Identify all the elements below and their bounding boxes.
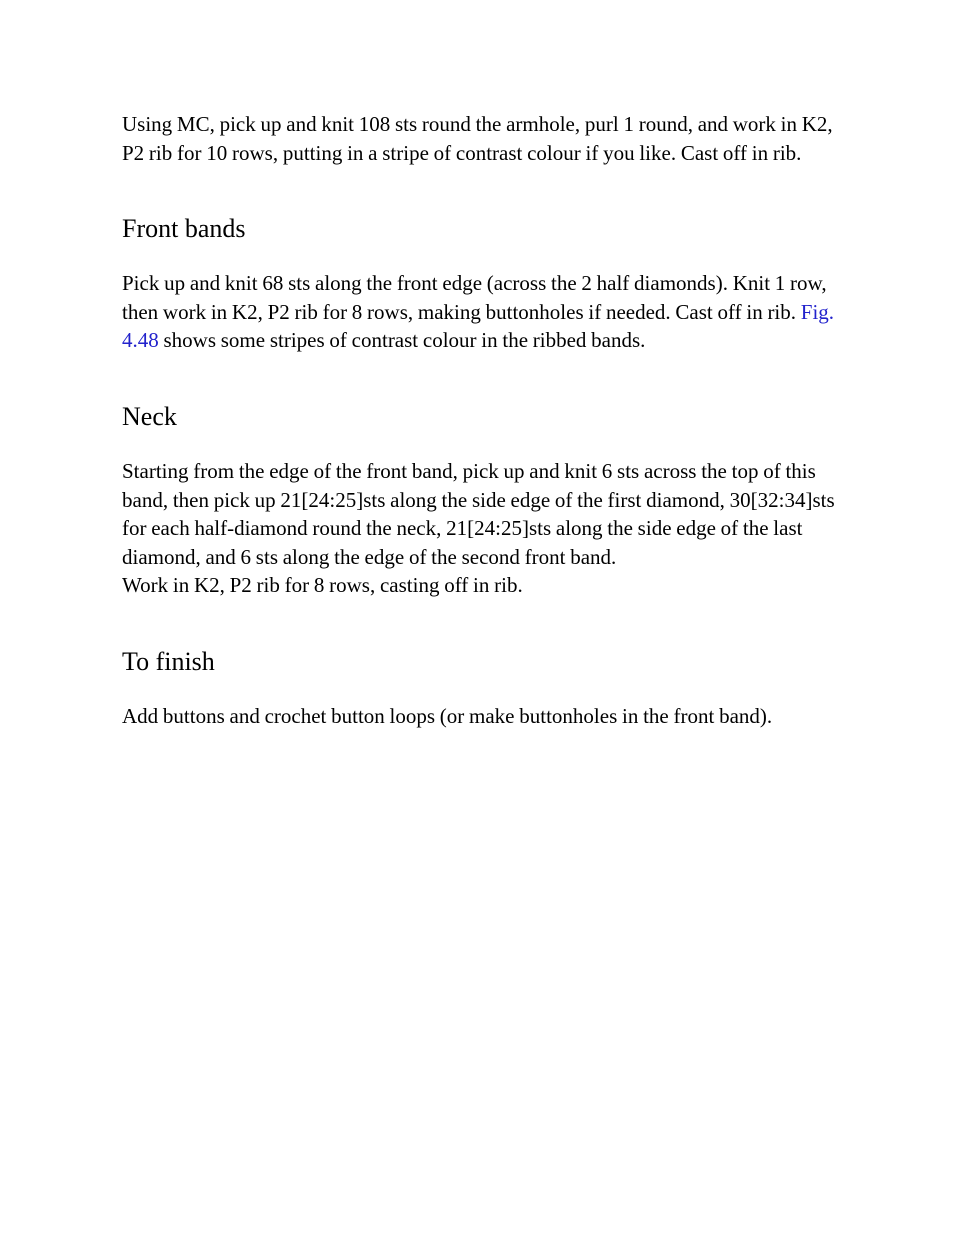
neck-heading: Neck: [122, 401, 177, 431]
front-bands-text-before-link: Pick up and knit 68 sts along the front edge (across the 2 half diamonds). Knit 1 row, then work in K2, P2 rib for 8 rows, making buttonholes if needed. Cast off in rib.: [122, 271, 827, 324]
front-bands-text-after-link: shows some stripes of contrast colour in the ribbed bands.: [158, 328, 646, 353]
fig-4-48-link[interactable]: Fig. 4.48: [122, 299, 835, 353]
armhole-paragraph: Using MC, pick up and knit 108 sts round the armhole, purl 1 round, and work in K2, P2 rib for 10 rows, putting in a stripe of contrast colour if you like. Cast off in rib.: [122, 112, 833, 165]
neck-paragraph-line1: Starting from the edge of the front band, pick up and knit 6 sts across the top of this band, then pick up 21[24:25]sts along the side edge of the first diamond, 30[32:34]sts for each half-diamond round the neck, 21[24:25]sts along the side edge of the last diamond, and 6 sts along the edge of the second front band.: [122, 458, 835, 569]
neck-paragraph-line2: Work in K2, P2 rib for 8 rows, casting off in rib.: [122, 573, 523, 598]
front-bands-heading: Front bands: [122, 214, 246, 244]
neck-paragraph: [122, 457, 852, 600]
text-column: [122, 0, 852, 731]
to-finish-heading: To finish: [122, 646, 215, 676]
to-finish-paragraph: Add buttons and crochet button loops (or make buttonholes in the front band).: [122, 703, 773, 728]
front-bands-paragraph: [122, 269, 852, 355]
